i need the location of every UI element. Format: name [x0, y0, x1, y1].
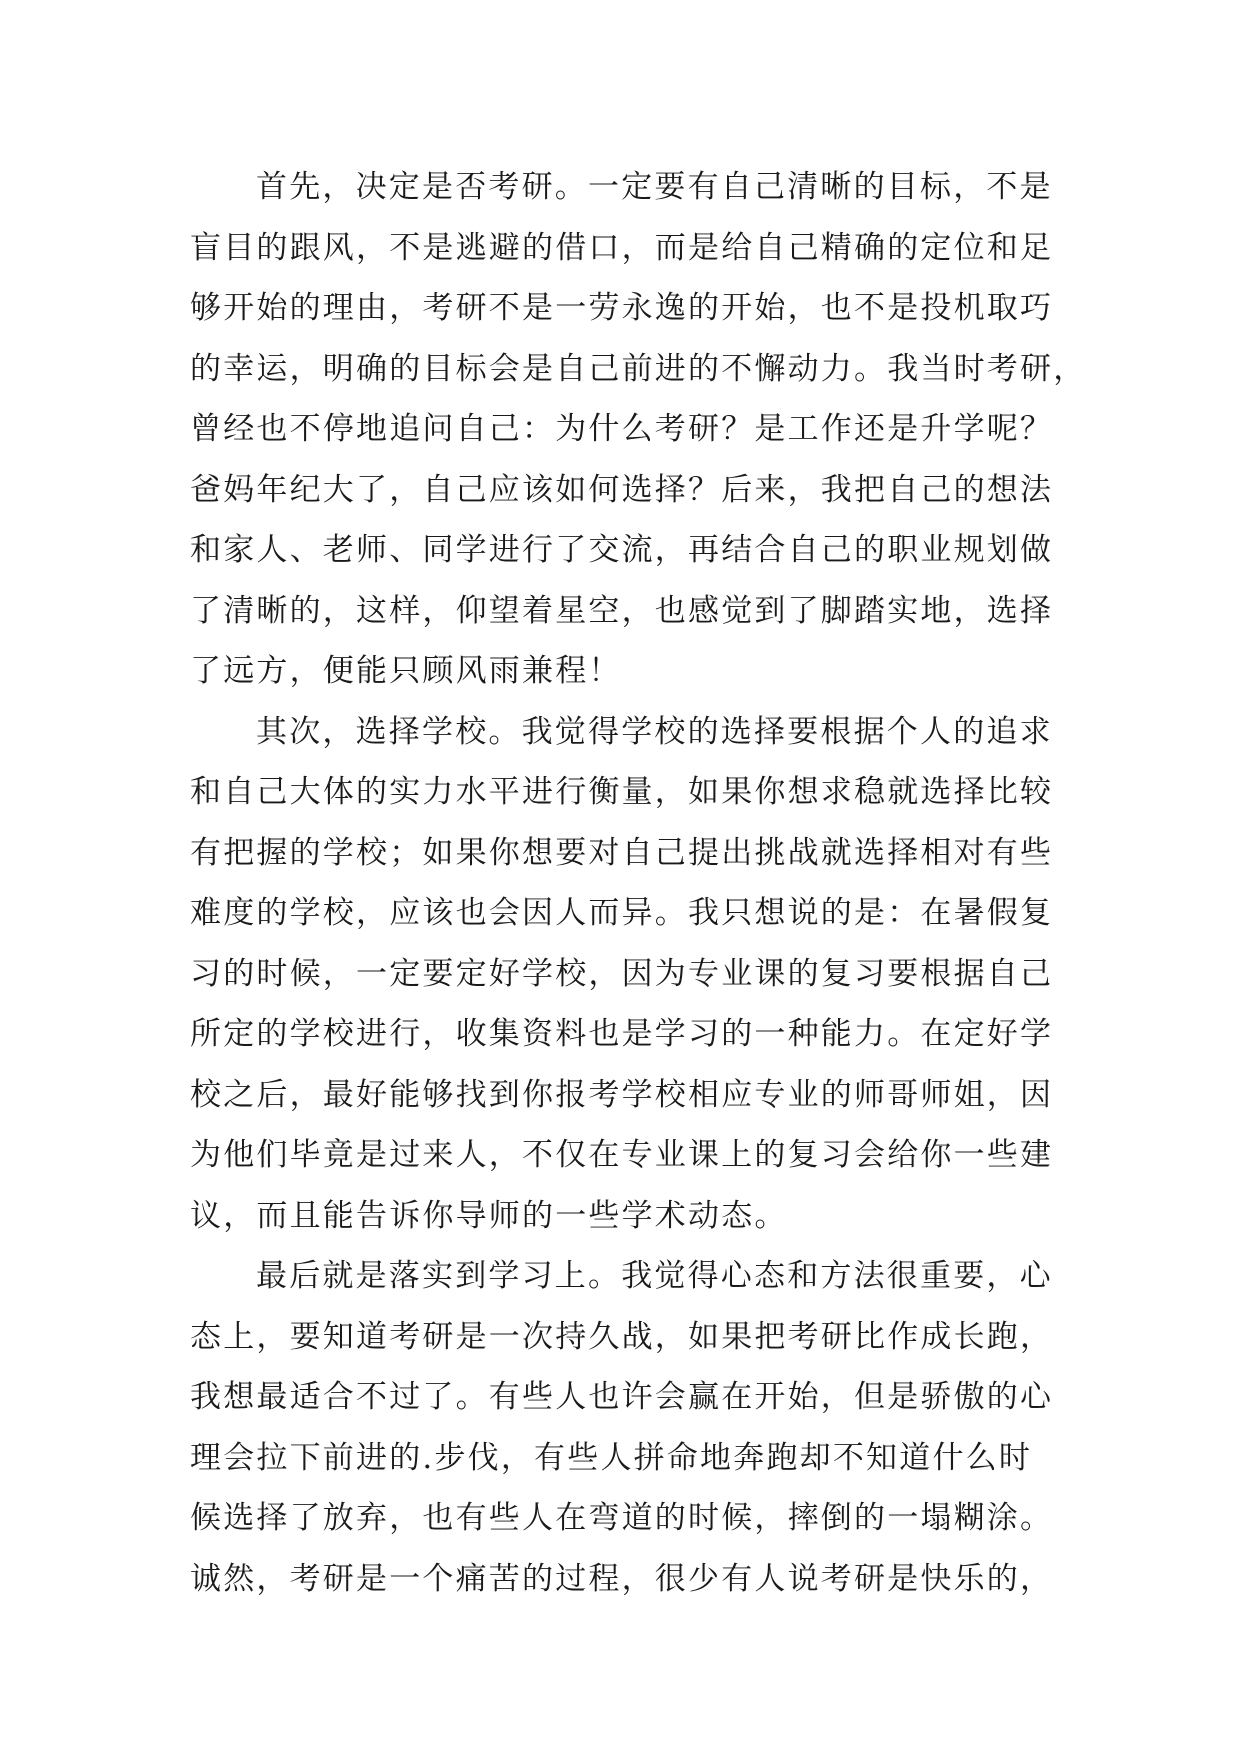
- paragraph-line: 和家人、老师、同学进行了交流，再结合自己的职业规划做: [190, 532, 1054, 568]
- paragraph-line: 为他们毕竟是过来人，不仅在专业课上的复习会给你一些建: [190, 1137, 1054, 1173]
- paragraph-line: 够开始的理由，考研不是一劳永逸的开始，也不是投机取巧: [190, 290, 1054, 326]
- paragraph-line: 曾经也不停地追问自己：为什么考研？是工作还是升学呢？: [190, 411, 1054, 447]
- paragraph-line: 了清晰的，这样，仰望着星空，也感觉到了脚踏实地，选择: [190, 592, 1054, 629]
- paragraph-line: 和自己大体的实力水平进行衡量，如果你想求稳就选择比较: [190, 774, 1054, 810]
- paragraph-line: 爸妈年纪大了，自己应该如何选择？后来，我把自己的想法: [190, 471, 1054, 508]
- paragraph-line: 议，而且能告诉你导师的一些学术动态。: [190, 1197, 788, 1234]
- paragraph-line: 有把握的学校；如果你想要对自己提出挑战就选择相对有些: [190, 834, 1054, 871]
- body-text: [190, 157, 1087, 1609]
- paragraph-line: 习的时候，一定要定好学校，因为专业课的复习要根据自己: [190, 955, 1054, 992]
- paragraph-line: 首先，决定是否考研。一定要有自己清晰的目标，不是: [256, 169, 1053, 205]
- paragraph-line: 了远方，便能只顾风雨兼程！: [190, 653, 622, 689]
- paragraph-line: 盲目的跟风，不是逃避的借口，而是给自己精确的定位和足: [190, 229, 1054, 266]
- paragraph-line: 其次，选择学校。我觉得学校的选择要根据个人的追求: [256, 713, 1053, 750]
- paragraph-line: 态上，要知道考研是一次持久战，如果把考研比作成长跑，: [190, 1318, 1054, 1355]
- paragraph-line: 我想最适合不过了。有些人也许会赢在开始，但是骄傲的心: [190, 1379, 1054, 1415]
- paragraph-line: 的幸运，明确的目标会是自己前进的不懈动力。我当时考研，: [190, 350, 1087, 387]
- paragraph-line: 理会拉下前进的.步伐，有些人拼命地奔跑却不知道什么时: [190, 1439, 1033, 1476]
- paragraph-line: 难度的学校，应该也会因人而异。我只想说的是：在暑假复: [190, 895, 1054, 931]
- paragraph-line: 候选择了放弃，也有些人在弯道的时候，摔倒的一塌糊涂。: [190, 1500, 1054, 1536]
- paragraph-line: 所定的学校进行，收集资料也是学习的一种能力。在定好学: [190, 1016, 1054, 1052]
- paragraph-line: 诚然，考研是一个痛苦的过程，很少有人说考研是快乐的，: [190, 1560, 1054, 1597]
- paragraph-line: 最后就是落实到学习上。我觉得心态和方法很重要，心: [256, 1258, 1053, 1294]
- paragraph-line: 校之后，最好能够找到你报考学校相应专业的师哥师姐，因: [190, 1076, 1054, 1113]
